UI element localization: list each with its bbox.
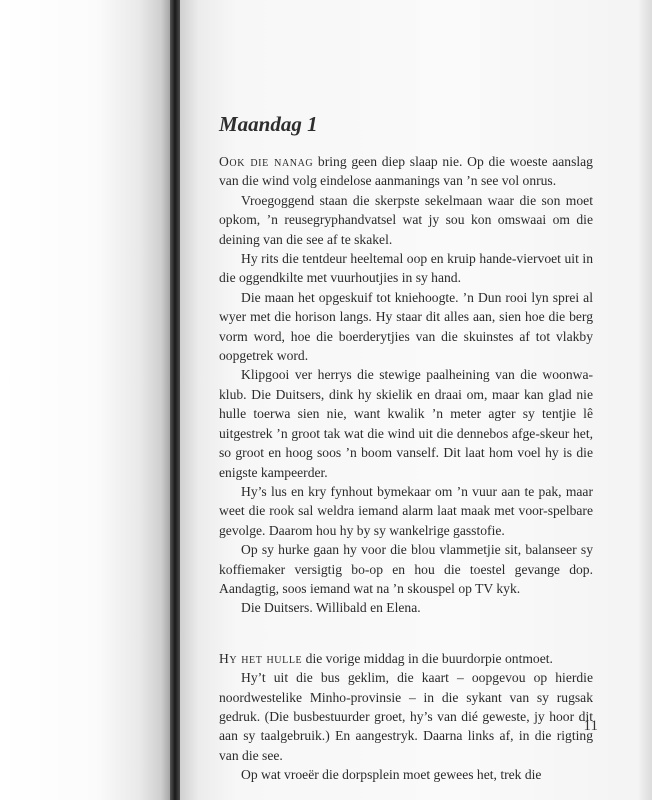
paragraph-9 xyxy=(219,649,593,668)
paragraph-5: Klipgooi ver herrys die stewige paalheining van die woonwa-klub. Die Duitsers, dink hy skielik en draai om, maar kan glad nie hulle toerwa sien nie, want kwalik ’n meter agter sy tentjie lê uitgestrek ’n groot tak wat die wind uit die dennebos afge-skeur het, so groot en hoog soos ’n boom vanself. Dit laat hom voel hy is die enigste kampeerder. xyxy=(219,367,593,480)
paragraph-8: Die Duitsers. Willibald en Elena. xyxy=(241,600,421,616)
paragraph-lead: Hy het hulle xyxy=(219,650,303,666)
left-page-margin xyxy=(0,0,175,800)
paragraph-lead: Ook die nanag xyxy=(219,154,314,169)
page-number: 11 xyxy=(583,718,598,734)
paragraph-6: Hy’s lus en kry fynhout bymekaar om ’n vuur aan te pak, maar weet die rook sal weldra iemand alarm laat maak met voor-spelbare gevolge. Daarom hou hy by sy wankelrige gasstofie. xyxy=(219,483,593,538)
section-break xyxy=(219,618,593,649)
paragraph-10: Hy’t uit die bus geklim, die kaart – oopgevou op hierdie noordwestelike Minho-provinsie – in die sykant van sy rugsak gedruk. (Die busbestuurder groet, hy’s van dié geweste, jy hoor dit aan sy taalgebruik.) En aangestryk. Daarna links af, in die rigting van die see. xyxy=(219,670,593,763)
right-page-edge xyxy=(638,0,652,800)
page-text-block xyxy=(219,112,593,785)
paragraph-text: die vorige middag in die buurdorpie ontmoet. xyxy=(302,650,553,666)
chapter-title: Maandag 1 xyxy=(219,112,318,136)
paragraph-2: Vroegoggend staan die skerpste sekelmaan waar die son moet opkom, ’n reusegryphandvatsel wat jy sou kon omswaai om die deining van die see af te skakel. xyxy=(219,192,593,247)
book-spine xyxy=(170,0,180,800)
paragraph-4: Die maan het opgeskuif tot kniehoogte. ’n Dun rooi lyn sprei al wyer met die horison langs. Hy staar dit alles aan, sien hoe die berg vorm word, hoe die boerderytjies van die skuinstes af tot vlakby oopgetrek word. xyxy=(219,289,593,364)
paragraph-7: Op sy hurke gaan hy voor die blou vlammetjie sit, balanseer sy koffiemaker versigtig bo-op en hou die toestel gevange dop. Aandagtig, soos iemand wat na ’n skouspel op TV kyk. xyxy=(219,542,593,596)
paragraph-1 xyxy=(219,152,593,191)
paragraph-text: bring geen diep slaap nie. Op die woeste aanslag van die wind volg eindelose aanmanings van ’n see vol onrus. xyxy=(219,154,593,189)
paragraph-11: Op wat vroeër die dorpsplein moet gewees het, trek die xyxy=(241,767,542,783)
paragraph-3: Hy rits die tentdeur heeltemal oop en kruip hande-viervoet uit in die oggendkilte met vuurhoutjies in sy hand. xyxy=(219,251,593,286)
